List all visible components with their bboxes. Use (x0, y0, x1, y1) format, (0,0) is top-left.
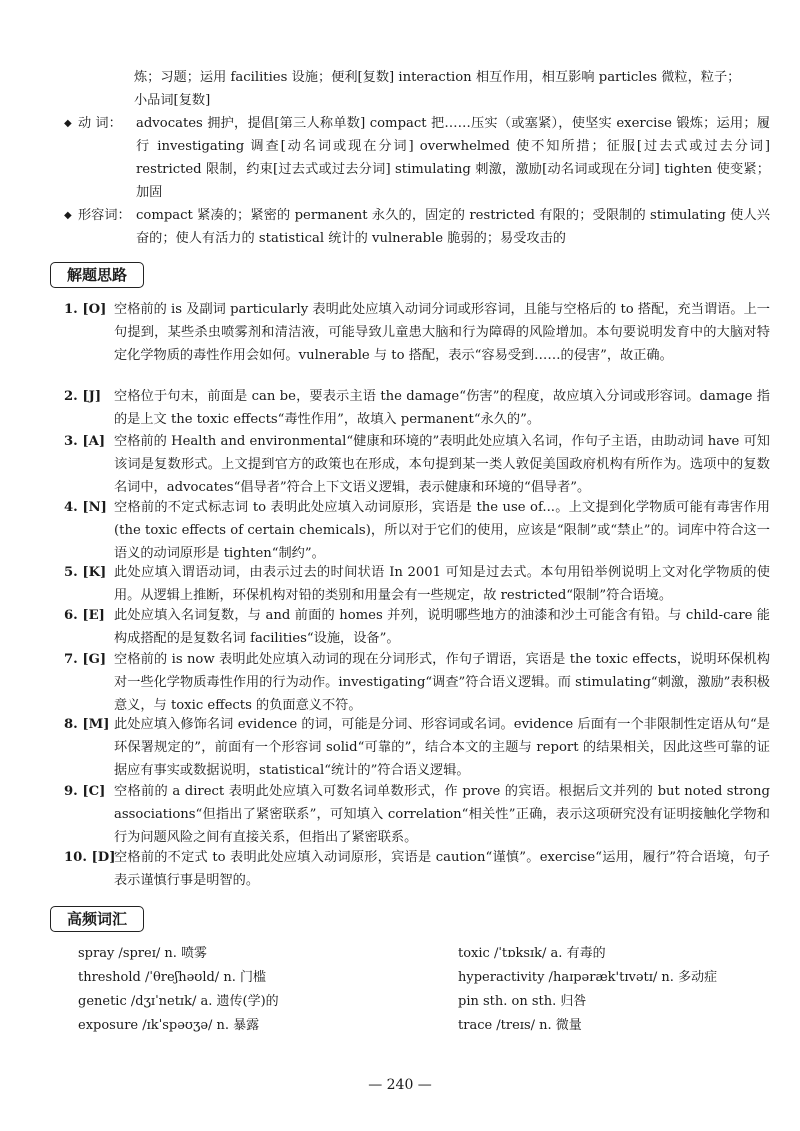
answer-item (64, 298, 770, 367)
adjectives-text: compact 紧凑的；紧密的 permanent 永久的，固定的 restricted 有限的；受限制的 stimulating 使人兴奋的；使人有活力的 statistical 统计的 vulnerable 脆弱的；易受攻击的 (136, 208, 770, 246)
answer-item (64, 496, 770, 565)
answer-item (64, 561, 770, 607)
answer-explanation: 空格前的 is 及副词 particularly 表明此处应填入动词分词或形容词，且能与空格后的 to 搭配，充当谓语。上一句提到，某些杀虫喷雾剂和清洁液，可能导致儿童患大脑和行为障碍的风险增加。本句要说明发育中的大脑对特定化学物质的毒性作用会如何。vulnerable 与 to 搭配，表示“容易受到……的侵害”，故正确。 (114, 302, 770, 363)
vocab-entry: threshold /ˈθreʃhəʊld/ n. 门槛 (78, 970, 266, 985)
answer-number: 5. [K] (64, 565, 107, 580)
answer-explanation: 空格前的不定式标志词 to 表明此处应填入动词原形，宾语是 the use of...。上文提到化学物质可能有毒害作用(the toxic effects of certain chemicals)，所以对于它们的使用，应该是“限制”或“禁止”的。词库中符合这一语义的动词原形是 tighten“制约”。 (114, 500, 770, 561)
vocab-continuation (134, 66, 774, 112)
answer-explanation: 空格前的不定式 to 表明此处应填入动词原形，宾语是 caution“谨慎”。exercise“运用，履行”符合语境，句子表示谨慎行事是明智的。 (114, 850, 770, 888)
answer-explanation: 空格前的 is now 表明此处应填入动词的现在分词形式，作句子谓语，宾语是 the toxic effects，说明环保机构对一些化学物质毒性作用的行为动作。investigating“调查”符合语义逻辑。而 stimulating“刺激，激励”表积极意义，与 toxic effects 的负面意义不符。 (114, 652, 770, 713)
answer-number: 3. [A] (64, 434, 106, 449)
vocab-cont-line1: 炼；习题；运用 facilities 设施；便利[复数] interaction 相互作用，相互影响 particles 微粒，粒子； (134, 70, 741, 85)
answer-item (64, 780, 770, 849)
vocab-right-column (458, 942, 778, 1038)
adjectives-label: 形容词： (78, 208, 131, 223)
answer-item (64, 648, 770, 717)
verbs-block (64, 112, 770, 204)
vocab-entry: trace /treɪs/ n. 微量 (458, 1018, 582, 1033)
vocab-left-column (78, 942, 438, 1038)
answer-number: 7. [G] (64, 652, 107, 667)
vocab-cont-line2: 小品词[复数] (134, 93, 211, 108)
answer-explanation: 此处应填入谓语动词，由表示过去的时间状语 In 2001 可知是过去式。本句用铅举例说明上文对化学物质的使用。从逻辑上推断，环保机构对铅的类别和用量会有一些规定，故 restricted“限制”符合语境。 (114, 565, 770, 603)
answer-number: 8. [M] (64, 717, 110, 732)
bullet-icon: ◆ (64, 210, 72, 221)
answer-explanation: 此处应填入名词复数，与 and 前面的 homes 并列，说明哪些地方的油漆和沙土可能含有铅。与 child-care 能构成搭配的是复数名词 facilities“设施，设备”。 (114, 608, 770, 646)
vocab-entry: toxic /ˈtɒksɪk/ a. 有毒的 (458, 946, 606, 961)
page-number: — 240 — (368, 1077, 432, 1093)
vocab-entry: pin sth. on sth. 归咎 (458, 994, 587, 1009)
answer-number: 1. [O] (64, 302, 107, 317)
answer-number: 6. [E] (64, 608, 105, 623)
answer-number: 4. [N] (64, 500, 107, 515)
answer-item (64, 846, 770, 892)
vocab-entry: genetic /dʒɪˈnetɪk/ a. 遗传(学)的 (78, 994, 279, 1009)
bullet-icon: ◆ (64, 118, 72, 129)
answer-explanation: 空格前的 Health and environmental“健康和环境的”表明此处应填入名词，作句子主语，由助动词 have 可知该词是复数形式。上文提到官方的政策也在形成，本句提到某一类人敦促美国政府机构有所作为。选项中的复数名词中，advocates“倡导者”符合上下文语义逻辑，表示健康和环境的“倡导者”。 (114, 434, 770, 495)
answer-number: 10. [D] (64, 850, 116, 865)
vocabulary-heading: 高频词汇 (50, 906, 144, 932)
answer-item (64, 604, 770, 650)
answer-explanation: 空格前的 a direct 表明此处应填入可数名词单数形式，作 prove 的宾语。根据后文并列的 but noted strong associations“但指出了紧密联系”，可知填入 correlation“相关性”正确，表示这项研究没有证明接触化学物和行为问题风险之间有直接关系，但指出了紧密联系。 (114, 784, 770, 845)
verbs-label: 动 词： (78, 116, 122, 131)
verbs-text: advocates 拥护，提倡[第三人称单数] compact 把……压实（或塞紧），使坚实 exercise 锻炼；运用；履行 investigating 调查[动名词或现在分词] overwhelmed 使不知所措；征服[过去式或过去分词] restricted 限制，约束[过去式或过去分词] stimulating 刺激，激励[动名词或现在分词] tighten 使变紧；加固 (136, 116, 770, 200)
answer-explanation: 空格位于句末，前面是 can be，要表示主语 the damage“伤害”的程度，故应填入分词或形容词。damage 指的是上文 the toxic effects“毒性作用”，故填入 permanent“永久的”。 (114, 389, 770, 427)
vocab-entry: hyperactivity /haɪpəræk'tɪvətɪ/ n. 多动症 (458, 970, 718, 985)
answer-item (64, 385, 770, 431)
adjectives-block (64, 204, 770, 250)
answer-number: 9. [C] (64, 784, 106, 799)
answer-item (64, 713, 770, 782)
vocab-entry: exposure /ɪkˈspəʊʒə/ n. 暴露 (78, 1018, 260, 1033)
answer-explanation: 此处应填入修饰名词 evidence 的词，可能是分词、形容词或名词。evidence 后面有一个非限制性定语从句“是环保署规定的”，前面有一个形容词 solid“可靠的”，结合本文的主题与 report 的结果相关，因此这些可靠的证据应有事实或数据说明，statistical“统计的”符合语义逻辑。 (114, 717, 770, 778)
answer-item (64, 430, 770, 499)
vocab-entry: spray /spreɪ/ n. 喷雾 (78, 946, 208, 961)
analysis-heading: 解题思路 (50, 262, 144, 288)
answer-number: 2. [J] (64, 389, 102, 404)
